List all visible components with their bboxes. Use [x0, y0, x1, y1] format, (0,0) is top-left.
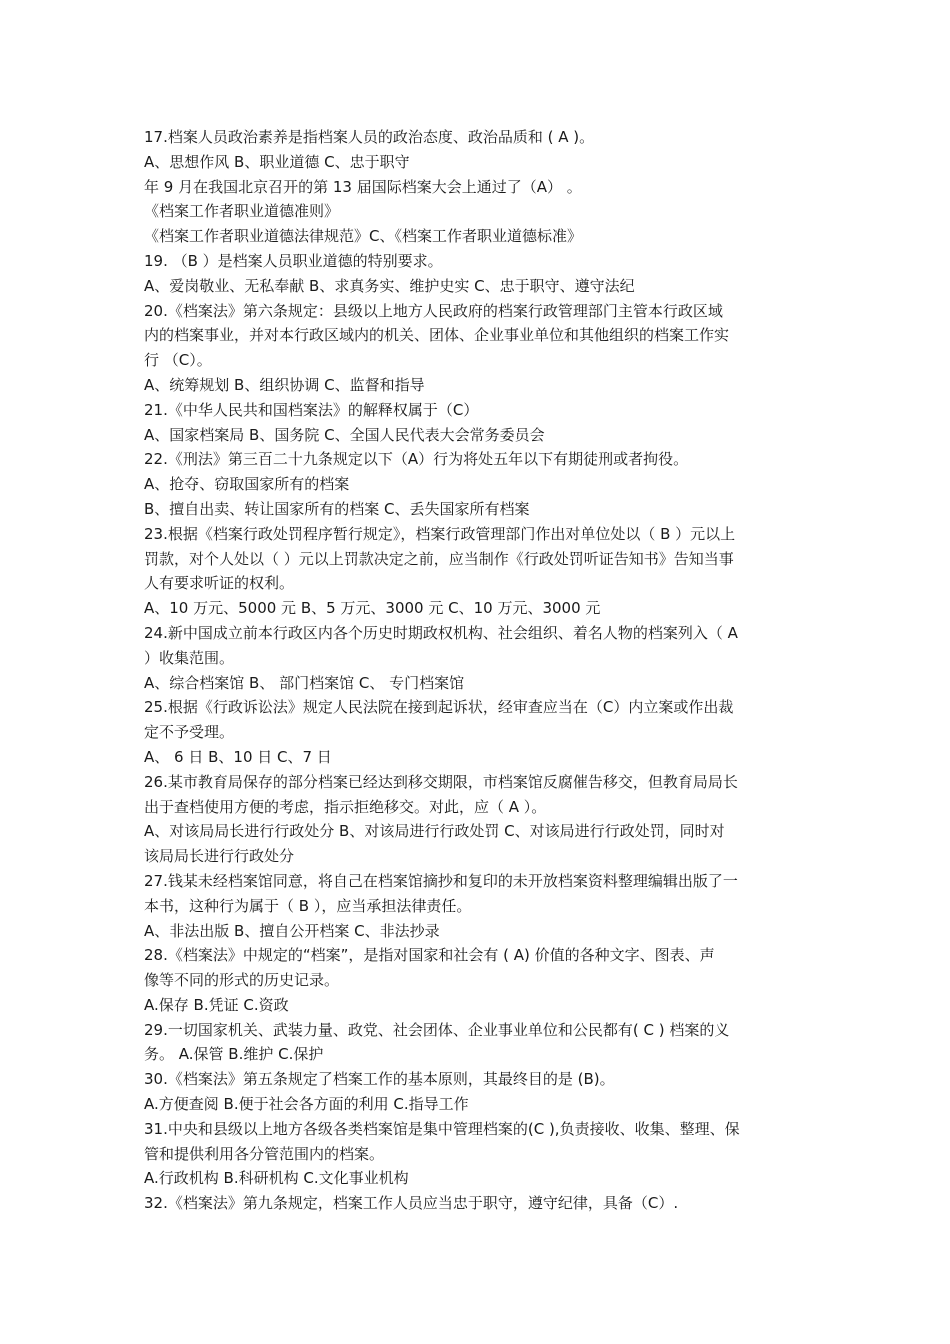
text-line: B、擅自出卖、转让国家所有的档案 C、丢失国家所有档案 — [144, 499, 530, 518]
text-line: 29.一切国家机关、武装力量、政党、社会团体、企业事业单位和公民都有( C ) 档案的义 — [144, 1020, 730, 1039]
text-line: A、综合档案馆 B、 部门档案馆 C、 专门档案馆 — [144, 673, 465, 692]
text-line: 管和提供利用各分管范围内的档案。 — [144, 1144, 385, 1163]
text-line: A、对该局局长进行行政处分 B、对该局进行行政处罚 C、对该局进行行政处罚，同时对 — [144, 822, 725, 841]
text-line: 17.档案人员政治素养是指档案人员的政治态度、政治品质和 ( A )。 — [144, 128, 595, 146]
text-line: A、非法出版 B、擅自公开档案 C、非法抄录 — [144, 921, 440, 940]
text-line: A、爱岗敬业、无私奉献 B、求真务实、维护史实 C、忠于职守、遵守法纪 — [144, 276, 635, 295]
text-line: 21.《中华人民共和国档案法》的解释权属于（C） — [144, 400, 479, 419]
text-line: 该局局长进行行政处分 — [144, 847, 295, 866]
text-line: 31.中央和县级以上地方各级各类档案馆是集中管理档案的(C ),负责接收、收集、整理、保 — [144, 1119, 740, 1138]
text-line: 年 9 月在我国北京召开的第 13 届国际档案大会上通过了（A） 。 — [144, 177, 582, 196]
text-line: 25.根据《行政诉讼法》规定人民法院在接到起诉状，经审查应当在（C）内立案或作出裁 — [144, 698, 734, 717]
text-line: 罚款，对个人处以（ ）元以上罚款决定之前，应当制作《行政处罚听证告知书》告知当事 — [144, 549, 734, 568]
text-line: 行 （C）。 — [144, 351, 212, 370]
text-line: A、10 万元、5000 元 B、5 万元、3000 元 C、10 万元、3000 元 — [144, 599, 601, 618]
text-line: 32.《档案法》第九条规定，档案工作人员应当忠于职守，遵守纪律，具备（C）. — [144, 1194, 679, 1213]
text-line: 《档案工作者职业道德法律规范》C、《档案工作者职业道德标准》 — [144, 227, 582, 246]
text-line: A.方便查阅 B.便于社会各方面的利用 C.指导工作 — [144, 1095, 469, 1114]
text-line: 24.新中国成立前本行政区内各个历史时期政权机构、社会组织、着名人物的档案列入（ A — [144, 623, 738, 642]
text-line: A、国家档案局 B、国务院 C、全国人民代表大会常务委员会 — [144, 425, 545, 444]
text-line: 19. （B ）是档案人员职业道德的特别要求。 — [144, 251, 443, 270]
text-line: A、统筹规划 B、组织协调 C、监督和指导 — [144, 375, 425, 394]
text-line: 23.根据《档案行政处罚程序暂行规定》，档案行政管理部门作出对单位处以（ B ）元以上 — [144, 524, 736, 543]
text-line: 像等不同的形式的历史记录。 — [144, 971, 340, 990]
text-line: 26.某市教育局保存的部分档案已经达到移交期限，市档案馆反腐催告移交，但教育局局长 — [144, 772, 738, 791]
text-line: 定不予受理。 — [144, 723, 235, 742]
text-line: 22.《刑法》第三百二十九条规定以下（A）行为将处五年以下有期徒刑或者拘役。 — [144, 450, 689, 469]
text-line: A、思想作风 B、职业道德 C、忠于职守 — [144, 152, 410, 171]
text-line: 出于查档使用方便的考虑，指示拒绝移交。对此，应（ A ）。 — [144, 797, 547, 816]
text-line: 本书，这种行为属于（ B ），应当承担法律责任。 — [144, 896, 472, 915]
text-line: ）收集范围。 — [144, 648, 235, 667]
text-line: A.保存 B.凭证 C.资政 — [144, 995, 289, 1014]
text-line: A.行政机构 B.科研机构 C.文化事业机构 — [144, 1169, 409, 1188]
text-line: 《档案工作者职业道德准则》 — [144, 202, 340, 221]
text-line: 20.《档案法》第六条规定：县级以上地方人民政府的档案行政管理部门主管本行政区域 — [144, 301, 723, 320]
text-line: A、抢夺、窃取国家所有的档案 — [144, 475, 350, 494]
text-line: A、 6 日 B、10 日 C、7 日 — [144, 747, 332, 766]
text-line: 务。 A.保管 B.维护 C.保护 — [144, 1045, 324, 1064]
text-line: 27.钱某未经档案馆同意，将自己在档案馆摘抄和复印的未开放档案资料整理编辑出版了一 — [144, 871, 738, 890]
text-line: 28.《档案法》中规定的“档案”，是指对国家和社会有 ( A) 价值的各种文字、图表、声 — [144, 946, 715, 965]
text-line: 人有要求听证的权利。 — [144, 574, 295, 593]
text-line: 30.《档案法》第五条规定了档案工作的基本原则，其最终目的是 (B)。 — [144, 1070, 615, 1089]
text-line: 内的档案事业，并对本行政区域内的机关、团体、企业事业单位和其他组织的档案工作实 — [144, 326, 730, 345]
document-body — [144, 125, 809, 1216]
